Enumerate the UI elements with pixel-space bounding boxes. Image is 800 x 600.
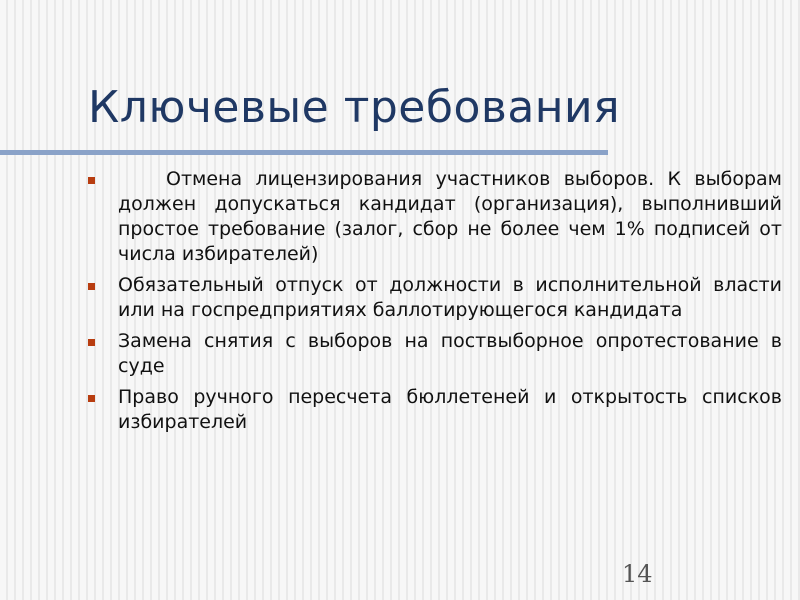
bullet-list (88, 167, 782, 441)
bullet-text: Право ручного пересчета бюллетеней и открытость списков избирателей (118, 386, 782, 433)
page-number: 14 (622, 560, 653, 588)
bullet-item (88, 273, 782, 323)
slide-title: Ключевые требования (88, 82, 621, 133)
title-underline (0, 150, 608, 155)
bullet-item (88, 385, 782, 435)
bullet-item (88, 167, 782, 267)
square-bullet-icon (88, 339, 95, 346)
bullet-text: Отмена лицензирования участников выборов. К выборам должен допускаться кандидат (организация), выполнивший простое требование (залог, сбор не более чем 1% подписей от числа избирателей) (118, 168, 782, 265)
bullet-item (88, 329, 782, 379)
bullet-text: Замена снятия с выборов на поствыборное опротестование в суде (118, 330, 782, 377)
square-bullet-icon (88, 283, 95, 290)
bullet-text: Обязательный отпуск от должности в исполнительной власти или на госпредприятиях баллотирующегося кандидата (118, 274, 782, 321)
square-bullet-icon (88, 177, 95, 184)
square-bullet-icon (88, 395, 95, 402)
